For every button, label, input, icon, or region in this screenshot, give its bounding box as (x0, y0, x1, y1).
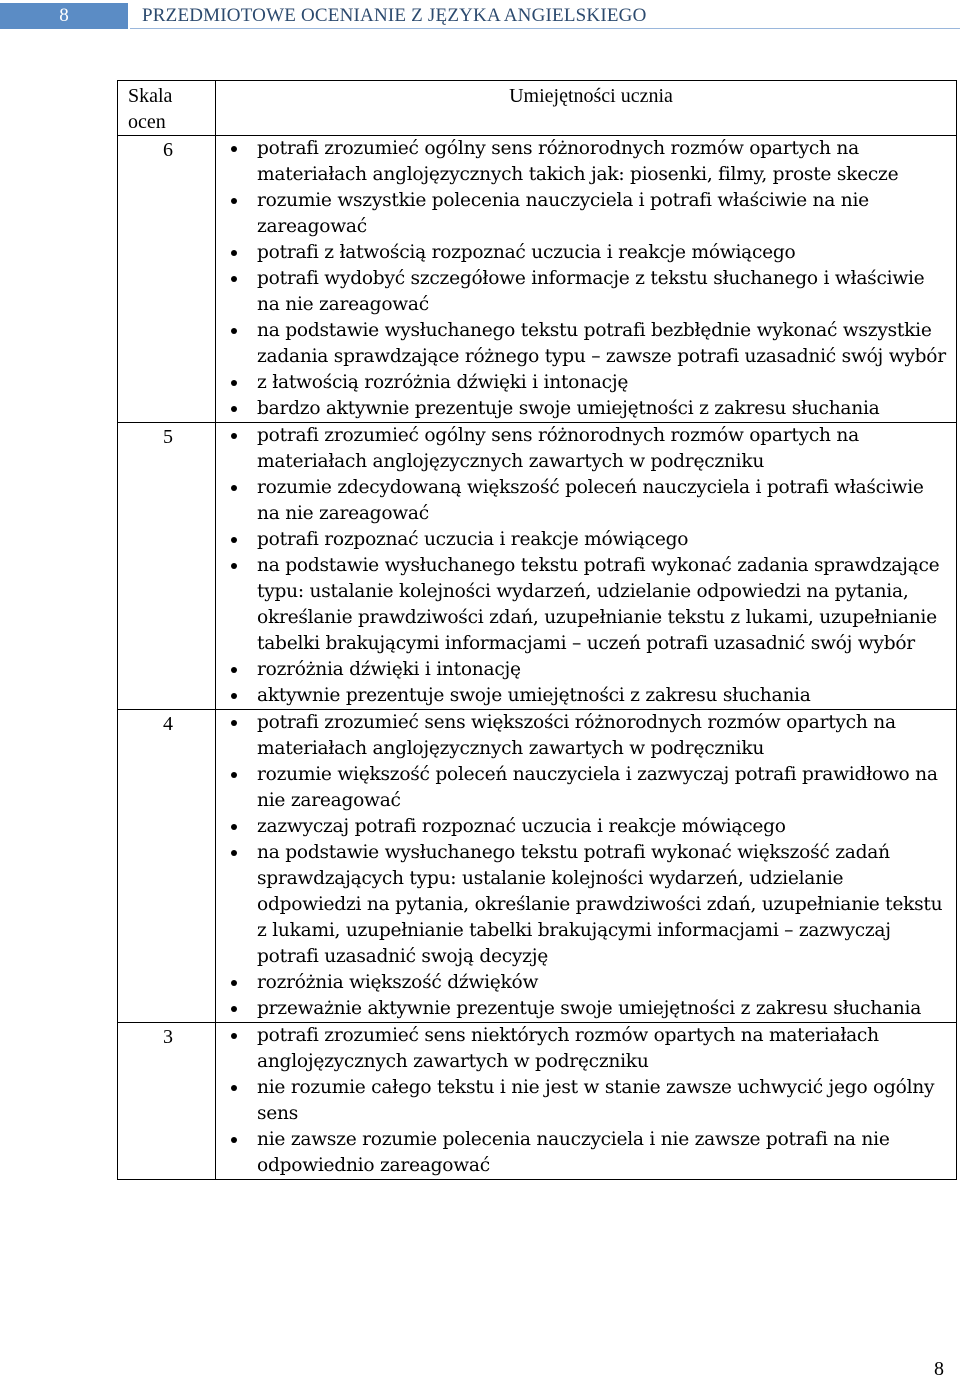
bullet-icon (231, 406, 237, 412)
skills-cell (216, 423, 957, 710)
bullet-icon (231, 772, 237, 778)
skill-text: na podstawie wysłuchanego tekstu potrafi wykonać większość zadań sprawdzających typu: ustalanie kolejności wydarzeń, udzielanie odpowiedzi na pytania, określanie prawdziwości zdań, uzupełnianie tekstu z lukami, uzupełnianie tabelki brakującymi informacjami – zazwyczaj potrafi uzasadnić swoją decyzję (257, 842, 943, 967)
grading-table (117, 80, 957, 1180)
list-item (216, 475, 948, 527)
skills-list (216, 136, 956, 422)
skill-text: bardzo aktywnie prezentuje swoje umiejętności z zakresu słuchania (257, 398, 880, 419)
grade-value: 5 (118, 423, 216, 710)
list-item (216, 423, 948, 475)
list-item (216, 762, 948, 814)
page-header-title: PRZEDMIOTOWE OCENIANIE Z JĘZYKA ANGIELSKIEGO (130, 3, 960, 29)
skills-list (216, 1023, 956, 1179)
table-header-row (118, 81, 957, 136)
bullet-icon (231, 667, 237, 673)
skill-text: potrafi zrozumieć sens niektórych rozmów opartych na materiałach anglojęzycznych zawartych w podręczniku (257, 1025, 879, 1072)
skill-text: zazwyczaj potrafi rozpoznać uczucia i reakcje mówiącego (257, 816, 786, 837)
bullet-icon (231, 1033, 237, 1039)
skills-list (216, 710, 956, 1022)
bullet-icon (231, 485, 237, 491)
grade-value: 3 (118, 1023, 216, 1180)
bullet-icon (231, 1137, 237, 1143)
bullet-icon (231, 720, 237, 726)
skills-list (216, 423, 956, 709)
skill-text: rozróżnia większość dźwięków (257, 972, 539, 993)
skill-text: potrafi zrozumieć ogólny sens różnorodnych rozmów opartych na materiałach anglojęzycznych takich jak: piosenki, filmy, proste skecze (257, 138, 899, 185)
list-item (216, 553, 948, 657)
list-item (216, 266, 948, 318)
grade-value: 4 (118, 710, 216, 1023)
skills-cell (216, 1023, 957, 1180)
footer-page-number: 8 (934, 1358, 944, 1380)
grade-row (118, 710, 957, 1023)
skill-text: potrafi wydobyć szczegółowe informacje z tekstu słuchanego i właściwie na nie zareagować (257, 268, 925, 315)
grade-row (118, 1023, 957, 1180)
list-item (216, 240, 948, 266)
bullet-icon (231, 250, 237, 256)
column-header-grade: Skala ocen (118, 81, 216, 136)
bullet-icon (231, 563, 237, 569)
skill-text: nie zawsze rozumie polecenia nauczyciela i nie zawsze potrafi na nie odpowiednio zareagować (257, 1129, 890, 1176)
bullet-icon (231, 433, 237, 439)
bullet-icon (231, 693, 237, 699)
bullet-icon (231, 380, 237, 386)
bullet-icon (231, 1006, 237, 1012)
skill-text: potrafi rozpoznać uczucia i reakcje mówiącego (257, 529, 689, 550)
skills-cell (216, 136, 957, 423)
skill-text: potrafi zrozumieć ogólny sens różnorodnych rozmów opartych na materiałach anglojęzycznych zawartych w podręczniku (257, 425, 859, 472)
grade-row (118, 423, 957, 710)
list-item (216, 970, 948, 996)
bullet-icon (231, 198, 237, 204)
skill-text: z łatwością rozróżnia dźwięki i intonację (257, 372, 629, 393)
skill-text: na podstawie wysłuchanego tekstu potrafi wykonać zadania sprawdzające typu: ustalanie kolejności wydarzeń, udzielanie odpowiedzi na pytania, określanie prawdziwości zdań, uzupełnianie tekstu z lukami, uzupełnianie tabelki brakującymi informacjami – uczeń potrafi uzasadnić swój wybór (257, 555, 940, 654)
skill-text: rozumie wszystkie polecenia nauczyciela i potrafi właściwie na nie zareagować (257, 190, 869, 237)
bullet-icon (231, 276, 237, 282)
page-number-badge: 8 (0, 3, 128, 29)
bullet-icon (231, 850, 237, 856)
list-item (216, 710, 948, 762)
list-item (216, 136, 948, 188)
skill-text: przeważnie aktywnie prezentuje swoje umiejętności z zakresu słuchania (257, 998, 922, 1019)
bullet-icon (231, 537, 237, 543)
grade-row (118, 136, 957, 423)
list-item (216, 840, 948, 970)
list-item (216, 1075, 948, 1127)
list-item (216, 1127, 948, 1179)
skills-cell (216, 710, 957, 1023)
list-item (216, 527, 948, 553)
list-item (216, 318, 948, 370)
list-item (216, 996, 948, 1022)
list-item (216, 370, 948, 396)
bullet-icon (231, 328, 237, 334)
bullet-icon (231, 1085, 237, 1091)
list-item (216, 396, 948, 422)
skill-text: nie rozumie całego tekstu i nie jest w stanie zawsze uchwycić jego ogólny sens (257, 1077, 935, 1124)
list-item (216, 188, 948, 240)
skill-text: potrafi z łatwością rozpoznać uczucia i reakcje mówiącego (257, 242, 796, 263)
bullet-icon (231, 980, 237, 986)
list-item (216, 657, 948, 683)
skill-text: na podstawie wysłuchanego tekstu potrafi bezbłędnie wykonać wszystkie zadania sprawdzające różnego typu – zawsze potrafi uzasadnić swój wybór (257, 320, 946, 367)
list-item (216, 814, 948, 840)
skill-text: rozumie zdecydowaną większość poleceń nauczyciela i potrafi właściwie na nie zareagować (257, 477, 924, 524)
bullet-icon (231, 824, 237, 830)
grade-value: 6 (118, 136, 216, 423)
skill-text: aktywnie prezentuje swoje umiejętności z zakresu słuchania (257, 685, 811, 706)
bullet-icon (231, 146, 237, 152)
list-item (216, 683, 948, 709)
skill-text: potrafi zrozumieć sens większości różnorodnych rozmów opartych na materiałach anglojęzycznych zawartych w podręczniku (257, 712, 896, 759)
skill-text: rozumie większość poleceń nauczyciela i zazwyczaj potrafi prawidłowo na nie zareagować (257, 764, 938, 811)
column-header-skills: Umiejętności ucznia (216, 81, 957, 136)
skill-text: rozróżnia dźwięki i intonację (257, 659, 521, 680)
list-item (216, 1023, 948, 1075)
